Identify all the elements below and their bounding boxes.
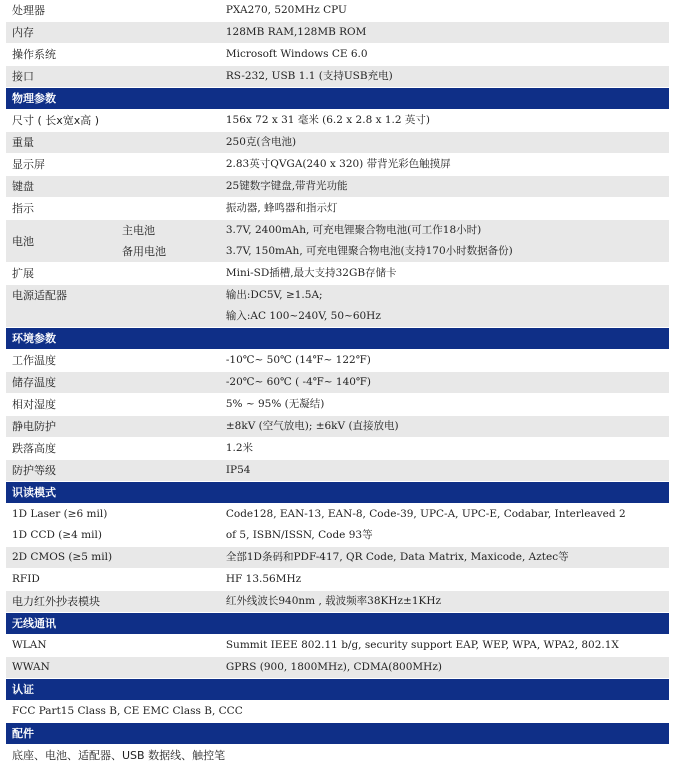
spec-value: 红外线波长940nm , 载波频率38KHz±1KHz: [220, 591, 669, 613]
spec-row-drop: [6, 438, 669, 460]
spec-key: 扩展: [6, 263, 220, 285]
spec-row-storage-temp: [6, 372, 669, 394]
adapter-input: 输入:AC 100~240V, 50~60Hz: [225, 310, 381, 322]
spec-value: ±8kV (空气放电); ±6kV (直接放电): [220, 416, 669, 438]
section-header-environment: [6, 328, 669, 350]
spec-value: 全部1D条码和PDF-417, QR Code, Data Matrix, Maxicode, Aztec等: [220, 547, 669, 569]
battery-cell: [6, 220, 220, 263]
battery-main-value: 3.7V, 2400mAh, 可充电锂聚合物电池(可工作18小时): [225, 224, 482, 236]
spec-value: HF 13.56MHz: [220, 569, 669, 591]
spec-table: [6, 0, 669, 767]
section-header-certification: [6, 679, 669, 701]
spec-key: 接口: [6, 66, 220, 88]
spec-row-battery: [6, 220, 669, 263]
section-header-reading: [6, 482, 669, 504]
spec-row-expansion: [6, 263, 669, 285]
spec-row-dimensions: [6, 110, 669, 132]
spec-row-memory: [6, 22, 669, 44]
spec-row-wwan: [6, 657, 669, 679]
spec-value: PXA270, 520MHz CPU: [220, 0, 669, 22]
spec-key: 重量: [6, 132, 220, 154]
spec-row-display: [6, 154, 669, 176]
spec-row-2d-cmos: [6, 547, 669, 569]
adapter-values: [220, 285, 669, 328]
symbology-line-1: Code128, EAN-13, EAN-8, Code-39, UPC-A, UPC-E, Codabar, Interleaved 2: [225, 508, 626, 520]
spec-key: 2D CMOS (≥5 mil): [6, 547, 220, 569]
section-header-physical: [6, 88, 669, 110]
spec-value: -20℃~ 60℃ ( -4℉~ 140℉): [220, 372, 669, 394]
section-title: 物理参数: [6, 88, 669, 110]
spec-value: GPRS (900, 1800MHz), CDMA(800MHz): [220, 657, 669, 679]
spec-row-ir-module: [6, 591, 669, 613]
spec-row-keyboard: [6, 176, 669, 198]
spec-key: 相对湿度: [6, 394, 220, 416]
section-title: 识读模式: [6, 482, 669, 504]
spec-key: 电源适配器: [6, 285, 220, 328]
spec-value: Mini-SD插槽,最大支持32GB存储卡: [220, 263, 669, 285]
spec-key: 电力红外抄表模块: [6, 591, 220, 613]
scanner-laser: 1D Laser (≥6 mil): [12, 508, 108, 520]
cert-value: FCC Part15 Class B, CE EMC Class B, CCC: [6, 701, 669, 723]
spec-row-1d-scanners: [6, 504, 669, 547]
spec-value: -10℃~ 50℃ (14℉~ 122℉): [220, 350, 669, 372]
spec-row-interface: [6, 66, 669, 88]
spec-key: 处理器: [6, 0, 220, 22]
spec-value: 振动器, 蜂鸣器和指示灯: [220, 198, 669, 220]
battery-backup-value: 3.7V, 150mAh, 可充电锂聚合物电池(支持170小时数据备份): [225, 245, 513, 257]
spec-row-humidity: [6, 394, 669, 416]
spec-key: 键盘: [6, 176, 220, 198]
section-header-accessories: [6, 723, 669, 745]
spec-row-ip: [6, 460, 669, 482]
spec-value: 156x 72 x 31 毫米 (6.2 x 2.8 x 1.2 英寸): [220, 110, 669, 132]
spec-value: 128MB RAM,128MB ROM: [220, 22, 669, 44]
spec-row-weight: [6, 132, 669, 154]
scanner-ccd: 1D CCD (≥4 mil): [12, 529, 102, 541]
spec-key: 指示: [6, 198, 220, 220]
spec-key: 储存温度: [6, 372, 220, 394]
adapter-output: 输出:DC5V, ≥1.5A;: [225, 289, 323, 301]
spec-row-esd: [6, 416, 669, 438]
section-title: 认证: [6, 679, 669, 701]
spec-value: 5% ~ 95% (无凝结): [220, 394, 669, 416]
spec-key: 跌落高度: [6, 438, 220, 460]
spec-value: IP54: [220, 460, 669, 482]
spec-key: RFID: [6, 569, 220, 591]
scanner-symbologies: [220, 504, 669, 547]
spec-value: 25键数字键盘,带背光功能: [220, 176, 669, 198]
spec-value: Summit IEEE 802.11 b/g, security support EAP, WEP, WPA, WPA2, 802.1X: [220, 635, 669, 657]
section-header-wireless: [6, 613, 669, 635]
spec-key: 电池: [12, 234, 34, 248]
section-title: 环境参数: [6, 328, 669, 350]
spec-key: 静电防护: [6, 416, 220, 438]
battery-backup-label: 备用电池: [122, 245, 166, 258]
spec-key: 显示屏: [6, 154, 220, 176]
spec-value: Microsoft Windows CE 6.0: [220, 44, 669, 66]
spec-key: WWAN: [6, 657, 220, 679]
spec-key: 操作系统: [6, 44, 220, 66]
spec-row-adapter: [6, 285, 669, 328]
symbology-line-2: of 5, ISBN/ISSN, Code 93等: [225, 529, 373, 541]
spec-key: 工作温度: [6, 350, 220, 372]
scanner-keys: [6, 504, 220, 547]
spec-row-os: [6, 44, 669, 66]
spec-key: 尺寸 ( 长x宽x高 ): [6, 110, 220, 132]
section-title: 配件: [6, 723, 669, 745]
battery-values: [220, 220, 669, 263]
section-title: 无线通讯: [6, 613, 669, 635]
accessories-value: 底座、电池、适配器、USB 数据线、触控笔: [6, 745, 669, 767]
spec-value: 2.83英寸QVGA(240 x 320) 带背光彩色触摸屏: [220, 154, 669, 176]
spec-value: RS-232, USB 1.1 (支持USB充电): [220, 66, 669, 88]
spec-value: 250克(含电池): [220, 132, 669, 154]
spec-value: 1.2米: [220, 438, 669, 460]
spec-row-cert: [6, 701, 669, 723]
spec-key: 内存: [6, 22, 220, 44]
spec-row-processor: [6, 0, 669, 22]
spec-row-accessories: [6, 745, 669, 767]
spec-key: 防护等级: [6, 460, 220, 482]
spec-row-rfid: [6, 569, 669, 591]
spec-row-indicator: [6, 198, 669, 220]
spec-row-operating-temp: [6, 350, 669, 372]
spec-key: WLAN: [6, 635, 220, 657]
spec-row-wlan: [6, 635, 669, 657]
battery-main-label: 主电池: [122, 224, 155, 237]
